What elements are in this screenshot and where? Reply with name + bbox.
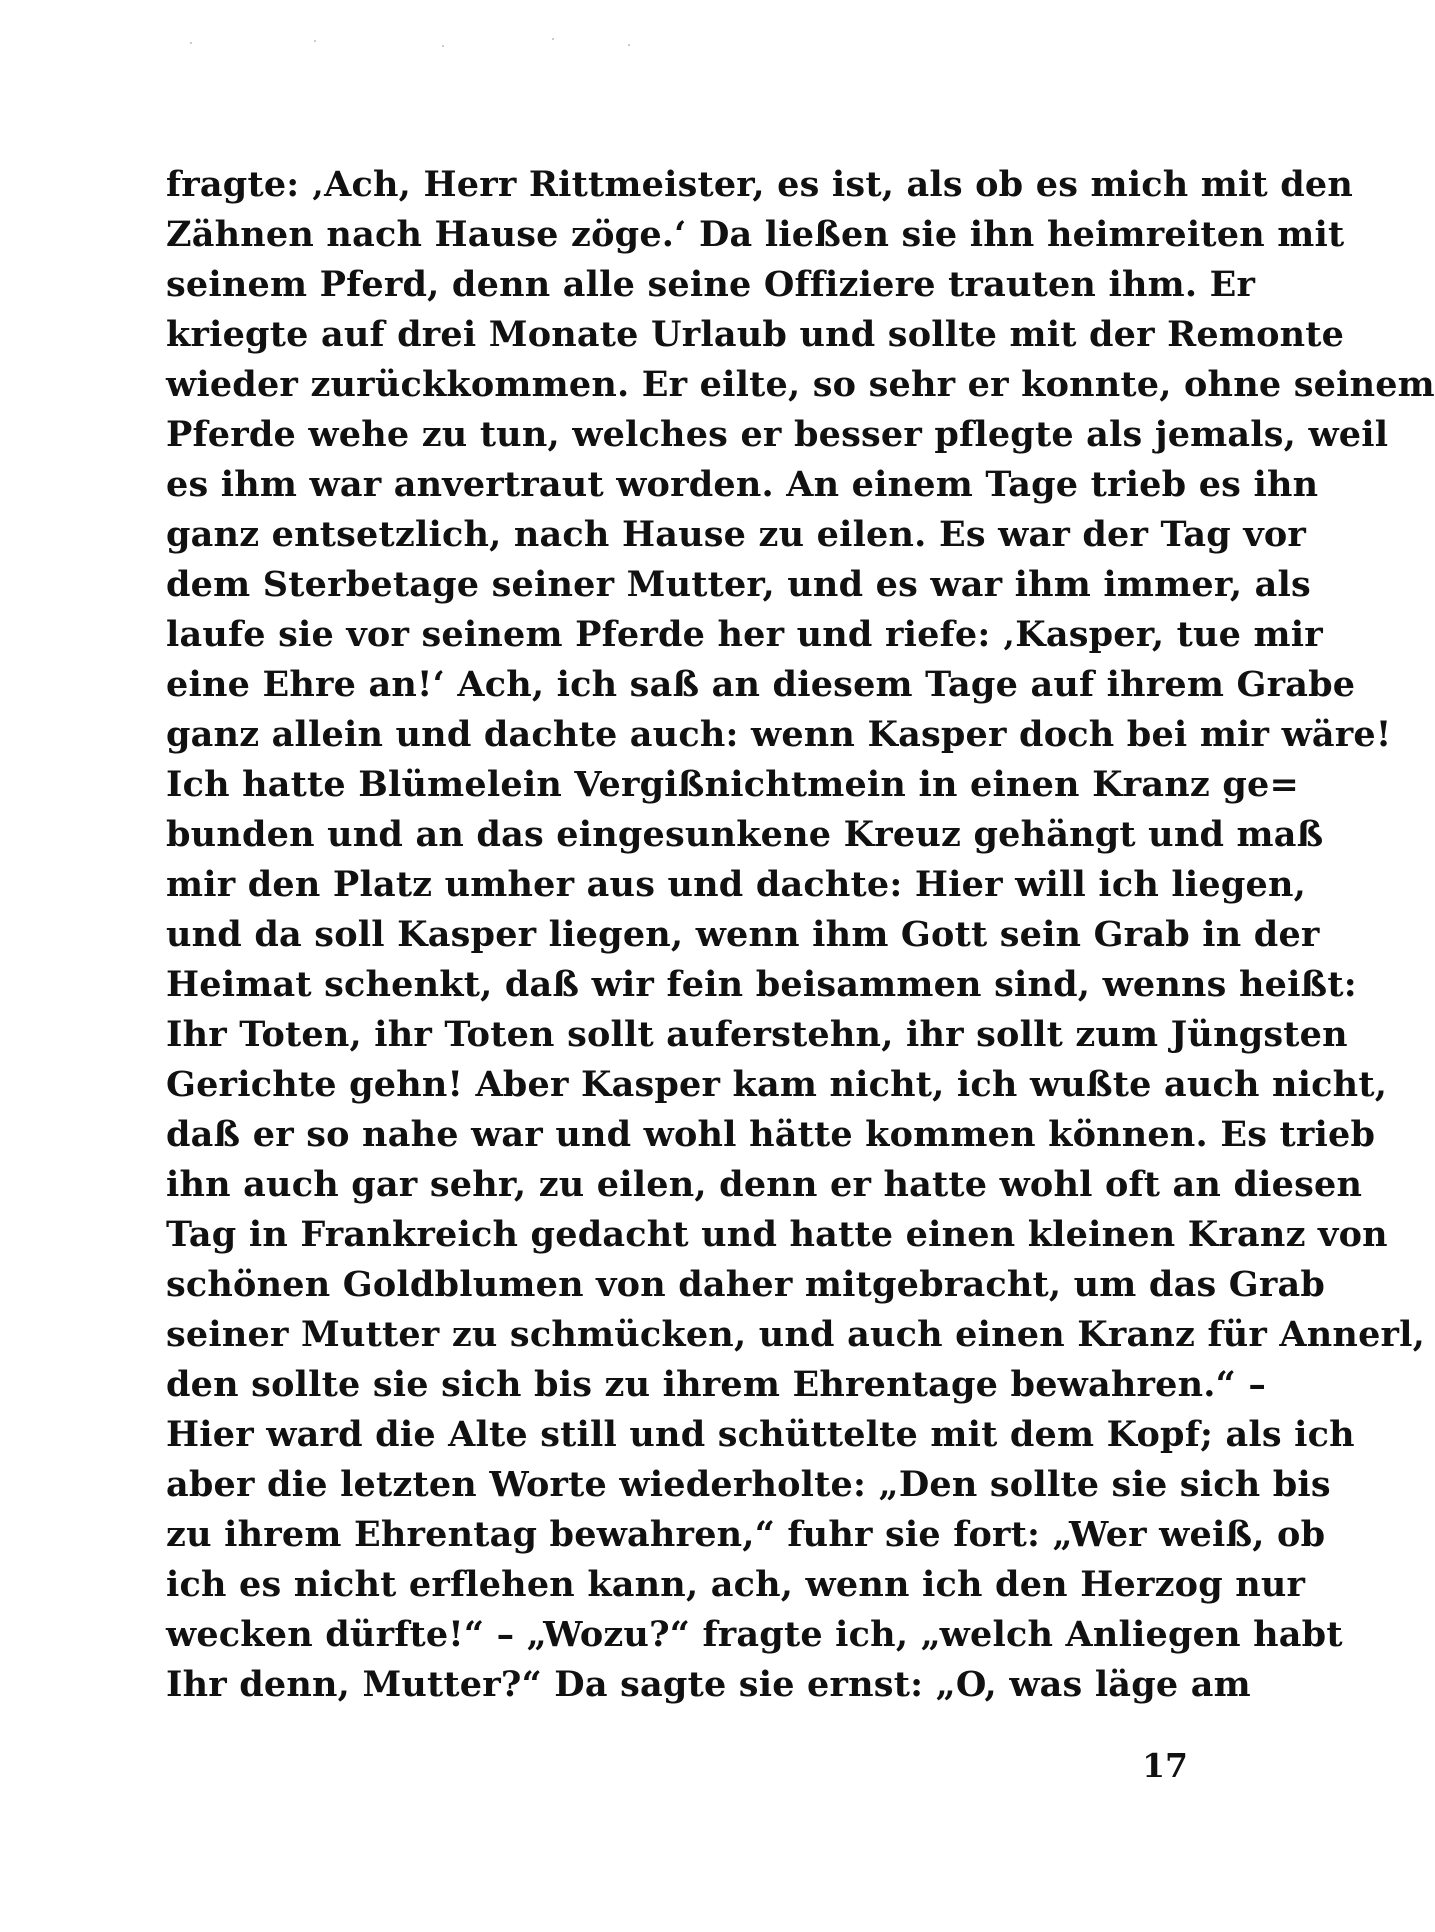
text-line: Ihr denn, Mutter?“ Da sagte sie ernst: „O, was läge am	[166, 1664, 1251, 1705]
text-line: aber die letzten Worte wiederholte: „Den sollte sie sich bis	[166, 1464, 1331, 1505]
body-text	[166, 160, 1435, 1710]
speck	[628, 44, 630, 46]
text-line: dem Sterbetage seiner Mutter, und es war ihm immer, als	[166, 564, 1311, 605]
text-line: Tag in Frankreich gedacht und hatte einen kleinen Kranz von	[166, 1214, 1388, 1255]
speck	[314, 40, 316, 42]
text-line: bunden und an das eingesunkene Kreuz gehängt und maß	[166, 814, 1324, 855]
text-line: ganz entsetzlich, nach Hause zu eilen. Es war der Tag vor	[166, 514, 1307, 555]
text-line: seiner Mutter zu schmücken, und auch einen Kranz für Annerl,	[166, 1314, 1426, 1355]
text-line: Zähnen nach Hause zöge.‘ Da ließen sie ihn heimreiten mit	[166, 214, 1345, 255]
text-line: ganz allein und dachte auch: wenn Kasper doch bei mir wäre!	[166, 714, 1392, 755]
speck	[552, 38, 554, 40]
page-number: 17	[1142, 1746, 1188, 1785]
text-line: Pferde wehe zu tun, welches er besser pflegte als jemals, weil	[166, 414, 1389, 455]
text-line: Ich hatte Blümelein Vergißnichtmein in einen Kranz ge=	[166, 764, 1300, 805]
text-line: Ihr Toten, ihr Toten sollt auferstehn, ihr sollt zum Jüngsten	[166, 1014, 1348, 1055]
text-line: wecken dürfte!“ – „Wozu?“ fragte ich, „welch Anliegen habt	[166, 1614, 1343, 1655]
text-line: den sollte sie sich bis zu ihrem Ehrentage bewahren.“ –	[166, 1364, 1267, 1405]
text-line: Heimat schenkt, daß wir fein beisammen sind, wenns heißt:	[166, 964, 1357, 1005]
text-line: wieder zurückkommen. Er eilte, so sehr er konnte, ohne seinem	[166, 364, 1435, 405]
speck	[190, 42, 192, 44]
text-line: kriegte auf drei Monate Urlaub und sollte mit der Remonte	[166, 314, 1345, 355]
speck	[442, 45, 444, 47]
paper-specks	[190, 36, 640, 56]
text-line: schönen Goldblumen von daher mitgebracht, um das Grab	[166, 1264, 1326, 1305]
text-line: ihn auch gar sehr, zu eilen, denn er hatte wohl oft an diesen	[166, 1164, 1363, 1205]
text-line: und da soll Kasper liegen, wenn ihm Gott sein Grab in der	[166, 914, 1320, 955]
text-line: zu ihrem Ehrentag bewahren,“ fuhr sie fort: „Wer weiß, ob	[166, 1514, 1326, 1555]
text-line: seinem Pferd, denn alle seine Offiziere trauten ihm. Er	[166, 264, 1256, 305]
text-line: daß er so nahe war und wohl hätte kommen können. Es trieb	[166, 1114, 1376, 1155]
text-line: ich es nicht erflehen kann, ach, wenn ich den Herzog nur	[166, 1564, 1306, 1605]
text-line: mir den Platz umher aus und dachte: Hier will ich liegen,	[166, 864, 1307, 905]
text-line: Gerichte gehn! Aber Kasper kam nicht, ich wußte auch nicht,	[166, 1064, 1388, 1105]
text-line: es ihm war anvertraut worden. An einem Tage trieb es ihn	[166, 464, 1319, 505]
text-line: eine Ehre an!‘ Ach, ich saß an diesem Tage auf ihrem Grabe	[166, 664, 1356, 705]
text-line: Hier ward die Alte still und schüttelte mit dem Kopf; als ich	[166, 1414, 1355, 1455]
text-line: laufe sie vor seinem Pferde her und riefe: ‚Kasper, tue mir	[166, 614, 1323, 655]
text-line: fragte: ‚Ach, Herr Rittmeister, es ist, als ob es mich mit den	[166, 164, 1354, 205]
